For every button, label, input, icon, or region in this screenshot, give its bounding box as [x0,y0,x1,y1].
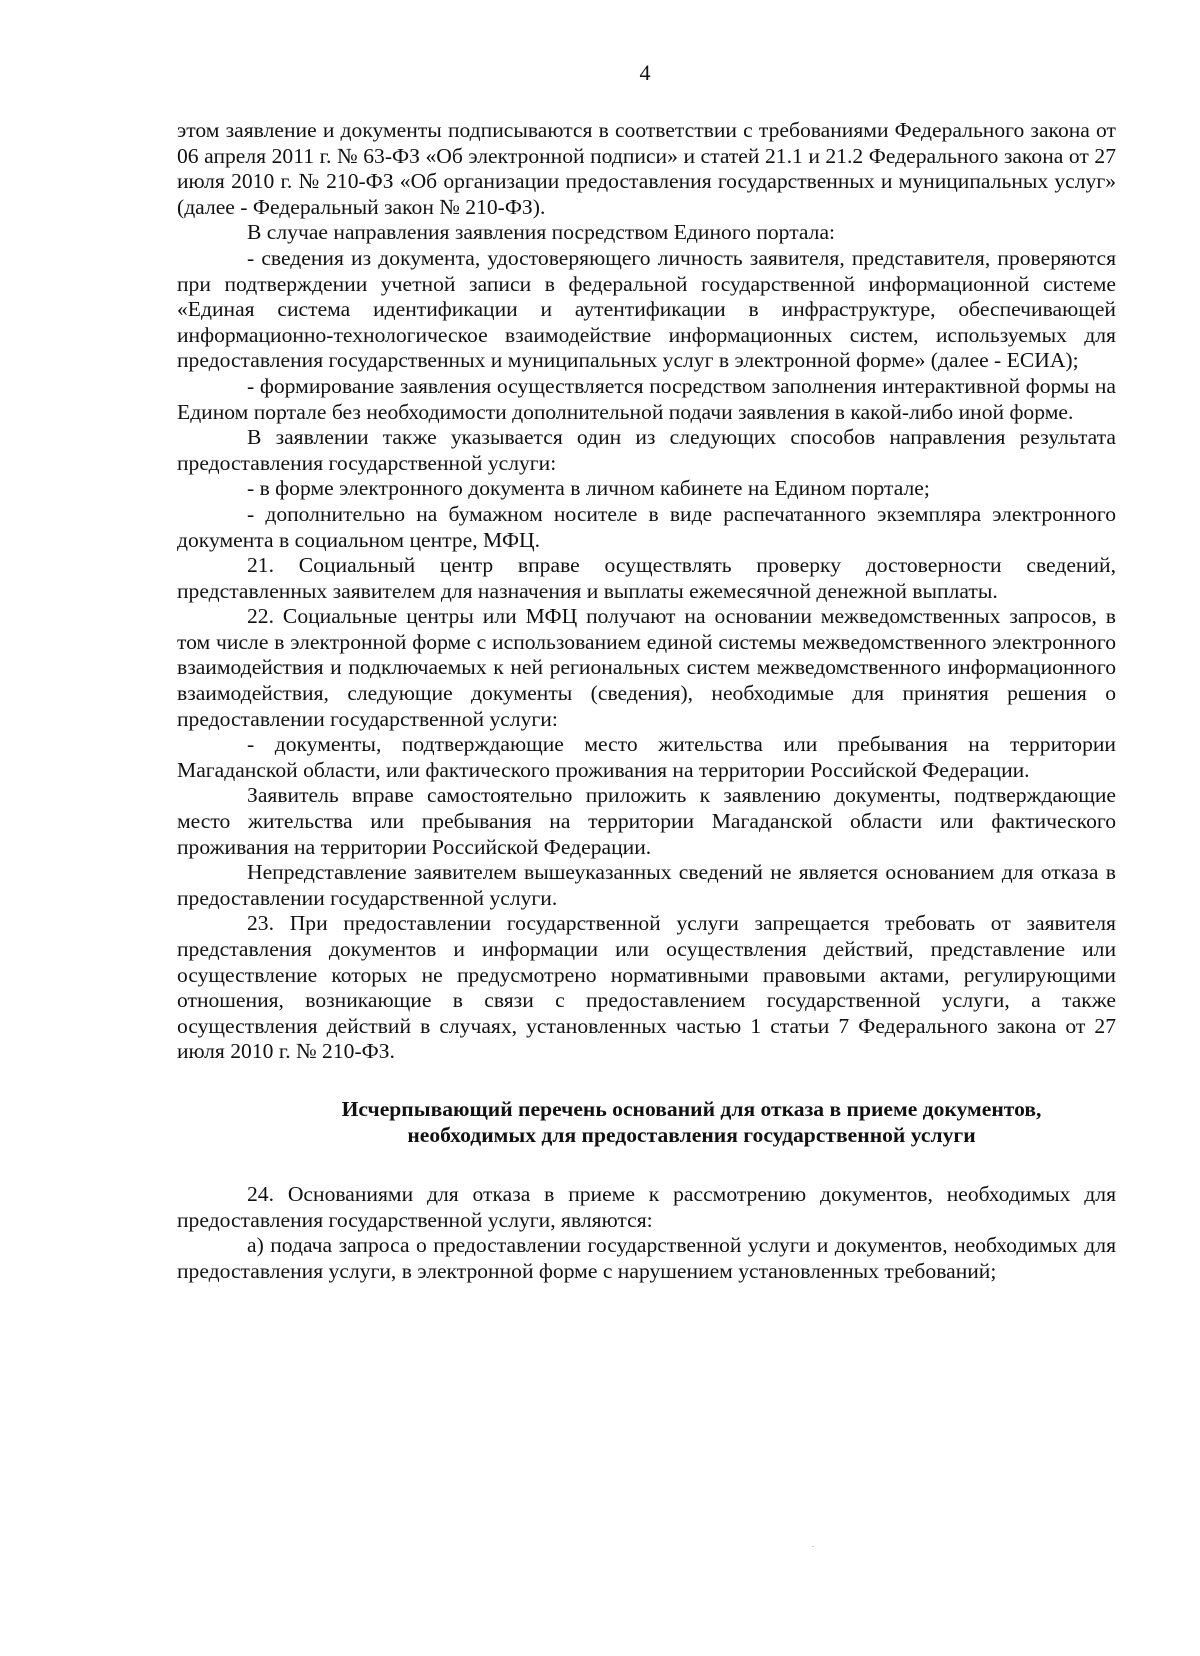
section-heading-line: Исчерпывающий перечень оснований для отказа в приеме документов, [341,1096,1042,1121]
scan-artifact [812,1546,814,1547]
paragraph: 23. При предоставлении государственной услуги запрещается требовать от заявителя представления документов и информации или осуществления действий, представление или осуществление которых не предусмотрено нормативными правовыми актами, регулирующими отношения, возникающие в связи с предоставлением государственной услуги, а также осуществления действий в случаях, установленных частью 1 статьи 7 Федерального закона от 27 июля 2010 г. № 210-ФЗ. [177,911,1116,1064]
paragraph: 21. Социальный центр вправе осуществлять проверку достоверности сведений, представленных заявителем для назначения и выплаты ежемесячной денежной выплаты. [177,553,1116,603]
document-body [177,118,1116,1284]
section-heading [177,1096,1116,1148]
paragraph: В заявлении также указывается один из следующих способов направления результата предоставления государственной услуги: [177,425,1116,475]
paragraph: - дополнительно на бумажном носителе в виде распечатанного экземпляра электронного документа в социальном центре, МФЦ. [177,501,1116,552]
paragraph: Непредставление заявителем вышеуказанных сведений не является основанием для отказа в предоставлении государственной услуги. [177,860,1116,910]
paragraph: 24. Основаниями для отказа в приеме к рассмотрению документов, необходимых для предоставления государственной услуги, являются: [177,1181,1116,1232]
paragraph: - в форме электронного документа в личном кабинете на Едином портале; [247,476,930,501]
paragraph: - документы, подтверждающие место жительства или пребывания на территории Магаданской области, или фактического проживания на территории Российской Федерации. [177,732,1116,782]
paragraph: а) подача запроса о предоставлении государственной услуги и документов, необходимых для предоставления услуги, в электронной форме с нарушением установленных требований; [177,1233,1116,1283]
paragraph: Заявитель вправе самостоятельно приложить к заявлению документы, подтверждающие место жительства или пребывания на территории Магаданской области или фактического проживания на территории Российской Федерации. [177,783,1116,859]
paragraph: 22. Социальные центры или МФЦ получают на основании межведомственных запросов, в том числе в электронной форме с использованием единой системы межведомственного электронного взаимодействия и подключаемых к ней региональных систем межведомственного информационного взаимодействия, следующие документы (сведения), необходимые для принятия решения о предоставлении государственной услуги: [177,604,1116,731]
paragraph: этом заявление и документы подписываются в соответствии с требованиями Федерального закона от 06 апреля 2011 г. № 63-ФЗ «Об электронной подписи» и статей 21.1 и 21.2 Федерального закона от 27 июля 2010 г. № 210-ФЗ «Об организации предоставления государственных и муниципальных услуг» (далее - Федеральный закон № 210-ФЗ). [177,118,1116,219]
paragraph: - формирование заявления осуществляется посредством заполнения интерактивной формы на Едином портале без необходимости дополнительной подачи заявления в какой-либо иной форме. [177,373,1116,424]
page-number: 4 [639,60,651,85]
section-heading-line: необходимых для предоставления государственной услуги [407,1122,976,1147]
paragraph: В случае направления заявления посредством Единого портала: [247,220,836,245]
paragraph: - сведения из документа, удостоверяющего личность заявителя, представителя, проверяются при подтверждении учетной записи в федеральной государственной информационной системе «Единая система идентификации и аутентификации в инфраструктуре, обеспечивающей информационно-технологическое взаимодействие информационных систем, используемых для предоставления государственных и муниципальных услуг в электронной форме» (далее - ЕСИА); [177,245,1116,373]
